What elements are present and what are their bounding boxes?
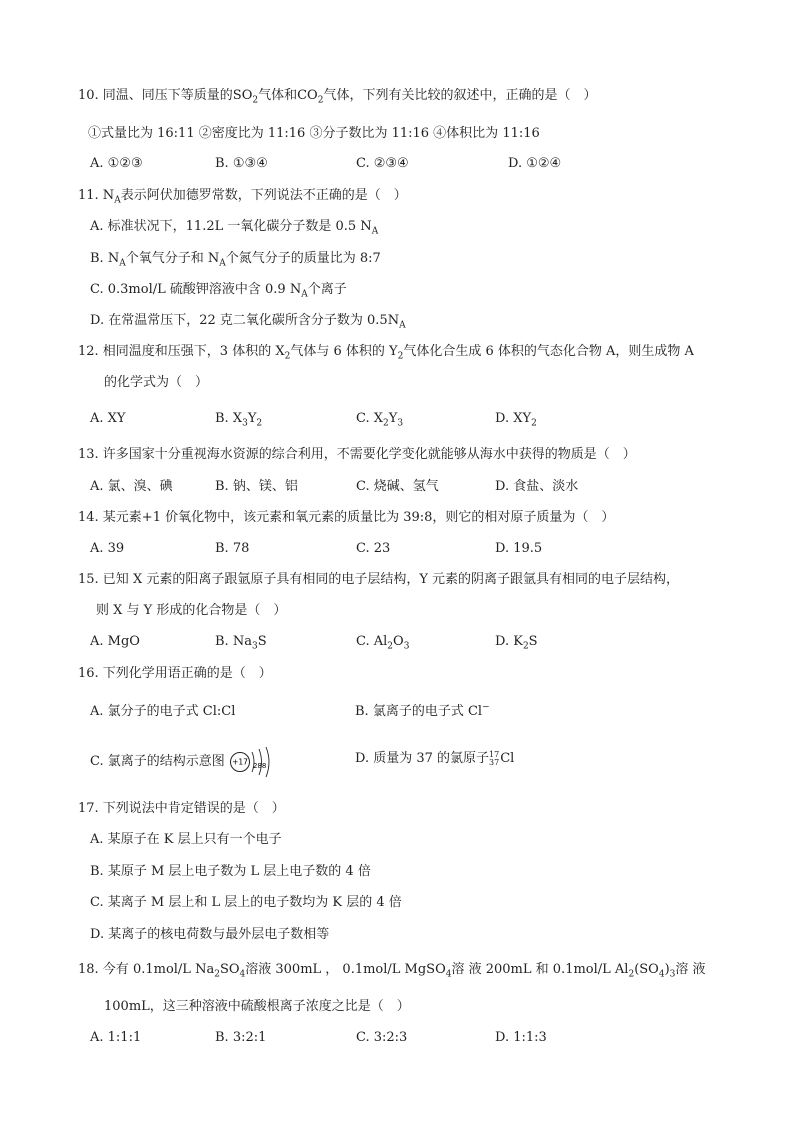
q16-stem: 16. 下列化学用语正确的是（ ） <box>78 666 272 681</box>
q16-option-b[interactable]: B. 氯离子的电子式 Cl− <box>355 702 490 719</box>
q11-option-d[interactable]: D. 在常温常压下，22 克二氧化碳所含分子数为 $0.5N_A$ <box>90 313 406 331</box>
nucleus-charge: +17 <box>231 757 248 766</box>
chlorine-ion-structure-diagram <box>229 746 277 778</box>
q18-option-d[interactable]: D. 1:1:3 <box>495 1030 547 1045</box>
q18-option-a[interactable]: A. 1:1:1 <box>90 1030 142 1045</box>
q10-statements: ①式量比为 16:11 ②密度比为 11:16 ③分子数比为 11:16 ④体积比为 11:16 <box>88 126 540 141</box>
q11-stem: 11. $N_A$表示阿伏加德罗常数，下列说法不正确的是（ ） <box>78 188 407 206</box>
q16-option-a[interactable]: A. 氯分子的电子式 Cl:Cl <box>90 704 236 719</box>
q14-option-b[interactable]: B. 78 <box>215 541 250 556</box>
q17-option-b[interactable]: B. 某原子 M 层上电子数为 L 层上电子数的 4 倍 <box>90 864 371 879</box>
q14-option-d[interactable]: D. 19.5 <box>495 541 543 556</box>
q16-option-d[interactable]: D. 质量为 37 的氯原子17 37Cl <box>355 749 515 767</box>
q14-option-a[interactable]: A. 39 <box>90 541 125 556</box>
q10-option-a[interactable]: A. ①②③ <box>90 156 143 171</box>
q17-option-c[interactable]: C. 某离子 M 层上和 L 层上的电子数均为 K 层的 4 倍 <box>90 895 402 910</box>
q18-stem: 18. 今有 0.1mol/L $Na_2SO_4$溶液 300mL ， 0.1mol/L MgSO$_4$溶 液 200mL 和 0.1mol/L $Al_2(SO_4)_3$溶 液 <box>78 962 706 980</box>
isotope-numbers: 17 37 <box>489 749 500 767</box>
q15-option-a[interactable]: A. MgO <box>90 634 140 649</box>
q15-stem-cont: 则 X 与 Y 形成的化合物是（ ） <box>96 603 287 618</box>
q12-option-a[interactable]: A. XY <box>90 411 126 426</box>
q10-option-d[interactable]: D. ①②④ <box>508 156 562 171</box>
q18-option-c[interactable]: C. 3:2:3 <box>356 1030 408 1045</box>
q14-stem: 14. 某元素+1 价氧化物中，该元素和氧元素的质量比为 39:8，则它的相对原子质量为（ ） <box>78 510 615 525</box>
q15-option-b[interactable]: B. $Na_3S$ <box>215 634 267 652</box>
q13-option-c[interactable]: C. 烧碱、氢气 <box>356 479 439 494</box>
q10-option-b[interactable]: B. ①③④ <box>215 156 268 171</box>
q17-option-a[interactable]: A. 某原子在 K 层上只有一个电子 <box>90 832 282 847</box>
q14-option-c[interactable]: C. 23 <box>356 541 391 556</box>
q17-option-d[interactable]: D. 某离子的核电荷数与最外层电子数相等 <box>90 927 330 942</box>
q11-option-c[interactable]: C. 0.3mol/L 硫酸钾溶液中含 0.9 $N_A$个离子 <box>90 282 347 300</box>
q18-stem-cont: 100mL，这三种溶液中硫酸根离子浓度之比是（ ） <box>104 999 410 1014</box>
shell-electrons: 288 <box>252 761 267 770</box>
q13-option-d[interactable]: D. 食盐、淡水 <box>495 479 579 494</box>
q12-option-b[interactable]: B. $X_3Y_2$ <box>215 411 263 429</box>
q16-option-c[interactable]: C. 氯离子的结构示意图 +17 288 <box>90 744 277 780</box>
q18-option-b[interactable]: B. 3:2:1 <box>215 1030 267 1045</box>
q13-stem: 13. 许多国家十分重视海水资源的综合利用，不需要化学变化就能够从海水中获得的物质是（ ） <box>78 447 636 462</box>
q17-stem: 17. 下列说法中肯定错误的是（ ） <box>78 801 285 816</box>
q12-option-c[interactable]: C. $X_2Y_3$ <box>356 411 404 429</box>
q11-option-b[interactable]: B. $N_A$个氧气分子和 $N_A$个氮气分子的质量比为 8:7 <box>90 251 381 269</box>
q15-stem: 15. 已知 X 元素的阳离子跟氩原子具有相同的电子层结构，Y 元素的阴离子跟氩具有相同的电子层结构， <box>78 572 680 587</box>
q15-option-d[interactable]: D. $K_2S$ <box>495 634 538 652</box>
q13-option-a[interactable]: A. 氯、溴、碘 <box>90 479 173 494</box>
q11-option-a[interactable]: A. 标准状况下，11.2L 一氧化碳分子数是 0.5 $N_A$ <box>90 219 379 237</box>
q12-option-d[interactable]: D. $XY_2$ <box>495 411 537 429</box>
q13-option-b[interactable]: B. 钠、镁、铝 <box>215 479 298 494</box>
q10-stem: 10. 同温、同压下等质量的$SO_2$气体和$CO_2$气体，下列有关比较的叙述中，正确的是（ ） <box>78 88 597 106</box>
q15-option-c[interactable]: C. $Al_2O_3$ <box>356 634 410 652</box>
q12-stem-cont: 的化学式为（ ） <box>104 375 209 390</box>
q12-stem: 12. 相同温度和压强下，3 体积的 $X_2$气体与 6 体积的 $Y_2$气体化合生成 6 体积的气态化合物 A，则生成物 A <box>78 344 694 362</box>
q10-option-c[interactable]: C. ②③④ <box>356 156 409 171</box>
